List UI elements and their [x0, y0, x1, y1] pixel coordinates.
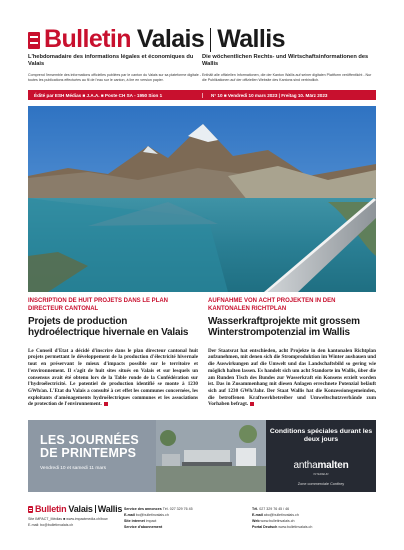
footer-brand-block [28, 504, 124, 530]
footer-value[interactable]: abo@bulletinvalais.ch [263, 513, 299, 518]
logo-slogan: INTERIEUR [313, 472, 329, 477]
footer-col-contact [250, 506, 376, 530]
ad-zone: Zone commerciale Conthey [297, 482, 345, 487]
brand-valais: Valais [136, 25, 205, 53]
footer-contacts [124, 504, 376, 530]
footer-value[interactable]: www.bulletinvalais.ch [260, 519, 295, 524]
footer-label: Web [252, 519, 260, 524]
publisher-info: Édité par ESH Médias ■ J.A.A. ■ Poste CH SA - 1950 Sion 1 [34, 92, 163, 98]
footer-brand-valais: Valais [68, 504, 93, 515]
footer-brand[interactable] [28, 504, 124, 514]
footer-value[interactable]: www.bulletinvalais.ch [278, 525, 313, 530]
spring-days-ad[interactable] [28, 420, 266, 492]
advertisement[interactable] [28, 420, 376, 492]
kicker-fr: INSCRIPTION DE HUIT PROJETS DANS LE PLAN DIRECTEUR CANTONAL [28, 298, 169, 312]
footer-brand-bulletin: Bulletin [35, 504, 67, 515]
headline-de[interactable]: Wasserkraftprojekte mit grossem Winterstrompotenzial im Wallis [208, 315, 360, 339]
footer [28, 504, 376, 530]
article-de[interactable] [202, 298, 376, 408]
ad-title-line1: LES JOURNÉES [40, 433, 139, 448]
footer-line [252, 524, 376, 530]
footer-value: Tél. 027 329 76 45 [162, 507, 193, 512]
footer-label: Site internet [124, 519, 145, 524]
article-fr[interactable] [28, 298, 202, 408]
end-mark-icon [250, 402, 254, 406]
description-de: Enthält alle offiziellen Informationen, die der Kanton Wallis auf seiner digitalen Plattform veröffentlicht - Nur die Publikationen auf der offiziellen Website des Kantons sind verbindlich. [202, 73, 372, 83]
footer-label: Service des annonces [124, 507, 162, 512]
footer-label: E-mail [252, 513, 263, 518]
articles [28, 298, 376, 408]
footer-label: Portal Deutsch [252, 525, 278, 530]
headline-fr[interactable]: Projets de production hydroélectrique hivernale en Valais [28, 315, 189, 339]
logo-light: antha [293, 460, 318, 472]
description-fr: Comprend l'ensemble des informations officielles publiées par le canton du Valais sur sa plateforme digitale - toutes les publications effectuées au fil de l'eau sur le canton, à lire en version papier. [28, 73, 201, 83]
tagline-de: Die wöchentlichen Rechts- und Wirtschaftsinformationen des Wallis [202, 54, 369, 68]
subtitles [28, 54, 376, 83]
footer-col-services [124, 506, 250, 530]
footer-value: 027 329 76 45 / 46 [259, 507, 290, 512]
footer-brand-separator [95, 505, 96, 513]
anthamatten-logo [266, 460, 376, 471]
masthead [28, 0, 376, 52]
body-fr [28, 348, 198, 408]
brand-logo[interactable] [44, 27, 285, 52]
footer-label: Service d'abonnement [124, 525, 163, 530]
ad-conditions: Conditions spéciales durant les deux jours [269, 428, 373, 444]
footer-line [124, 524, 250, 530]
brand-wallis: Wallis [217, 25, 285, 53]
footer-email-line: E-mail: bo@bulletinvalais.ch [28, 522, 74, 527]
issue-date: N° 10 ■ Vendredi 10 mars 2023 | Freitag 10. März 2023 [202, 93, 376, 98]
tagline-fr: L'hebdomadaire des informations légales et économiques du Valais [28, 54, 194, 68]
footer-brand-wallis: Wallis [97, 504, 123, 515]
ad-title [40, 434, 266, 460]
brand-bulletin: Bulletin [44, 25, 131, 53]
kicker-de: AUFNAHME VON ACHT PROJEKTEN IN DEN KANTONALEN RICHTPLAN [208, 298, 336, 312]
anthamatten-ad[interactable] [266, 420, 376, 492]
valais-flag-icon [28, 32, 40, 49]
ad-dates: Vendredi 10 et samedi 11 mars [40, 466, 107, 472]
footer-label: Tél. [252, 507, 259, 512]
issue-info-bar [28, 90, 376, 100]
footer-value[interactable]: bo@bulletinvalais.ch [135, 513, 169, 518]
brand-separator [210, 28, 211, 52]
footer-label: E-mail [124, 513, 135, 518]
body-de [208, 348, 376, 408]
footer-publisher [28, 517, 124, 529]
end-mark-icon [104, 402, 108, 406]
logo-bold: malten [317, 460, 349, 472]
dam-reservoir-photo [28, 106, 376, 292]
footer-value[interactable]: impact [145, 519, 157, 524]
ad-title-line2: DE PRINTEMPS [40, 446, 137, 461]
body-de-text: Der Staatsrat hat entschieden, acht Projekte in den kantonalen Richtplan aufzunehmen, mit denen sich die Stromproduktion im Winter ausbauen und die Auswirkungen auf die Umwelt und das Landschaftsbild so gering wie möglich halten lassen. Es handelt sich um acht Standorte im Wallis, über die am Runden Tisch des Bundes zur Wasserkraft ein Konsens erzielt worden ist. Das in Zusammenhang mit diesen Anlagen errechnete Potenzial beläuft sich auf 1230 GWh/Jahr. Der Staat Wallis hat die Konzessionsgemeinden, die betroffenen Kraftwerkbetreiber und Umweltschutzverbände zum Vorhaben befragt. [208, 347, 376, 408]
body-fr-text: Le Conseil d'Etat a décidé d'inscrire dans le plan directeur cantonal huit projets permettant le développement de la production d'électricité hivernale tout en préservant le mieux d'impacts possible sur le territoire et l'environnement. Il s'agit de huit sites situés en Valais et sur lesquels un consensus avait été obtenu lors de la Table ronde de la Confédération sur l'hydroélectricité. Le potentiel de production identifié se monte à 1230 GWh/an. L'Etat du Valais a consulté à cet effet les communes concernées, les exploitants d'aménagements hydroélectriques communes et les associations de protection de l'environnement. [28, 347, 198, 408]
valais-flag-icon [28, 506, 33, 513]
footer-impact-line: Site IMPACT_Médias ■ www.impactmedia.ch/bow [28, 517, 108, 522]
